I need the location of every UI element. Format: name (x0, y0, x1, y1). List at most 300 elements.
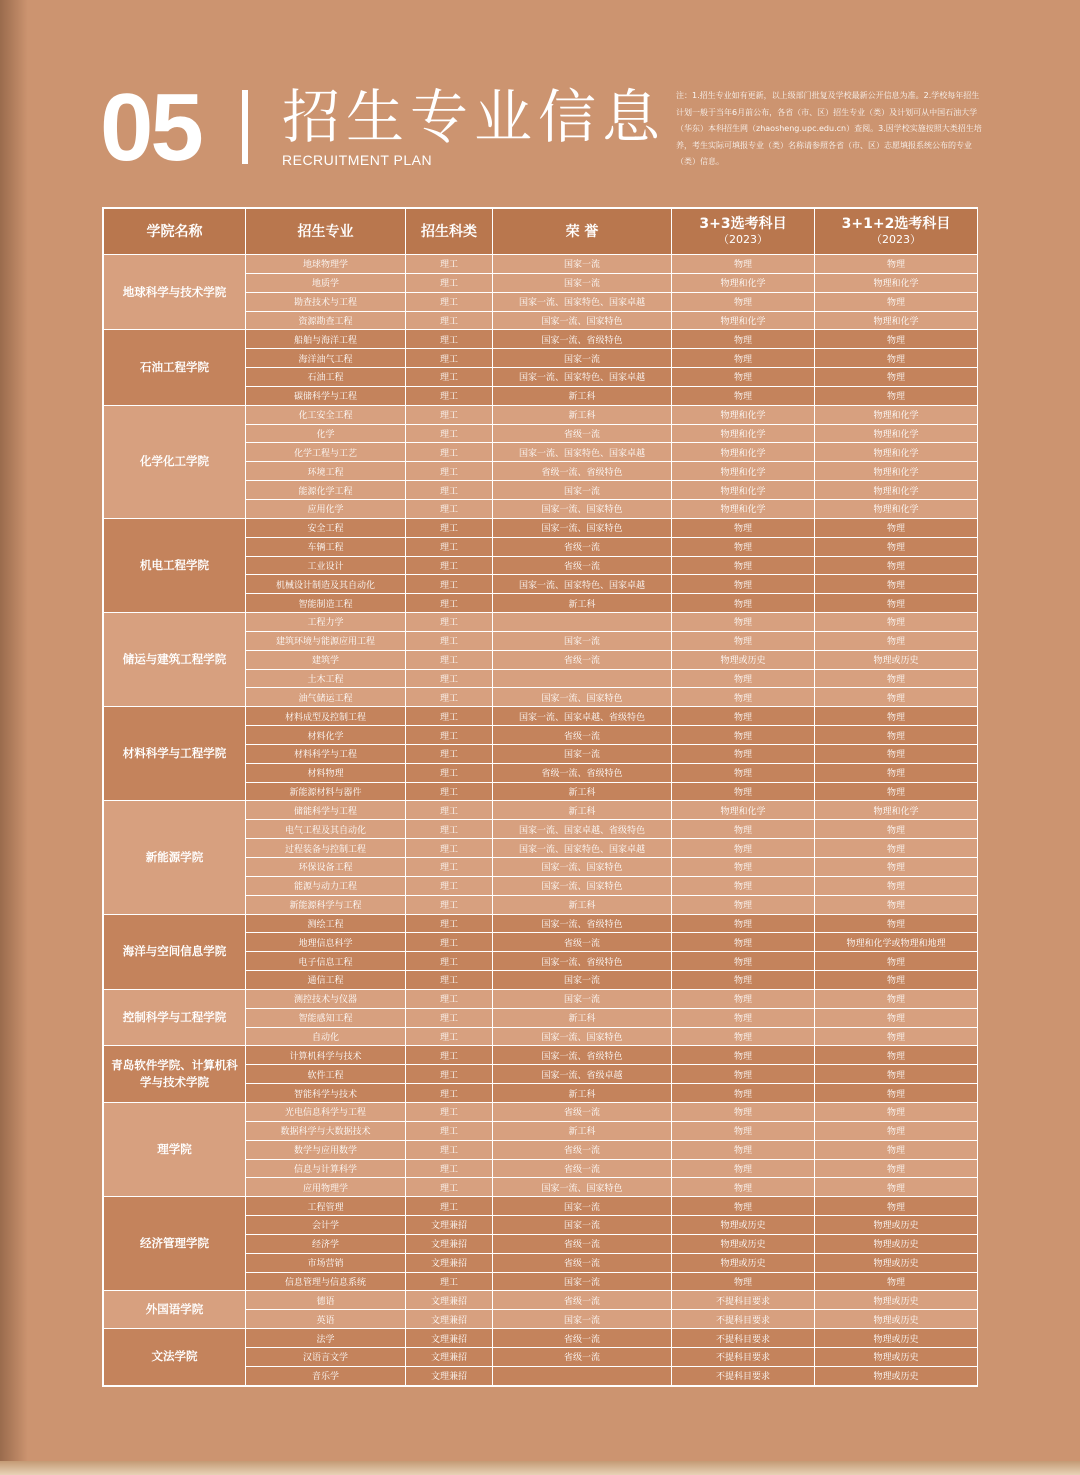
major-cell: 化工安全工程 (246, 405, 406, 424)
category-cell: 理工 (406, 933, 493, 952)
major-cell: 船舶与海洋工程 (246, 330, 406, 349)
major-cell: 地质学 (246, 273, 406, 292)
subjects-3-3-cell: 物理 (672, 537, 815, 556)
category-cell: 理工 (406, 330, 493, 349)
subjects-3-3-cell: 物理 (672, 1084, 815, 1103)
major-cell: 材料化学 (246, 726, 406, 745)
category-cell: 理工 (406, 801, 493, 820)
major-cell: 车辆工程 (246, 537, 406, 556)
honors-cell: 国家一流、省级特色 (493, 914, 672, 933)
subjects-3-3-cell: 物理 (672, 820, 815, 839)
category-cell: 文理兼招 (406, 1347, 493, 1366)
category-cell: 理工 (406, 858, 493, 877)
subjects-3-1-2-cell: 物理和化学 (815, 801, 978, 820)
category-cell: 理工 (406, 424, 493, 443)
subjects-3-3-cell: 物理 (672, 386, 815, 405)
header-honors: 荣 誉 (493, 209, 672, 255)
category-cell: 理工 (406, 763, 493, 782)
category-cell: 理工 (406, 1027, 493, 1046)
college-name-cell: 材料科学与工程学院 (104, 707, 246, 801)
honors-cell (493, 669, 672, 688)
subjects-3-1-2-cell: 物理或历史 (815, 1291, 978, 1310)
subjects-3-1-2-cell: 物理 (815, 1084, 978, 1103)
honors-cell: 国家一流 (493, 481, 672, 500)
major-cell: 化学 (246, 424, 406, 443)
table-row (104, 330, 978, 349)
major-cell: 环保设备工程 (246, 858, 406, 877)
honors-cell: 国家一流 (493, 1310, 672, 1329)
subjects-3-3-cell: 物理 (672, 1046, 815, 1065)
section-divider-bar (242, 90, 248, 164)
major-cell: 法学 (246, 1329, 406, 1348)
category-cell: 理工 (406, 971, 493, 990)
subjects-3-3-cell: 物理 (672, 368, 815, 387)
header-subjects-3-1-2-label: 3+1+2选考科目 (841, 215, 951, 232)
subjects-3-1-2-cell: 物理 (815, 575, 978, 594)
honors-cell: 国家一流、国家特色 (493, 858, 672, 877)
subjects-3-1-2-cell: 物理 (815, 989, 978, 1008)
subjects-3-3-cell: 物理 (672, 895, 815, 914)
college-name-cell: 青岛软件学院、计算机科学与技术学院 (104, 1046, 246, 1103)
category-cell: 理工 (406, 669, 493, 688)
page-spine-shadow (0, 0, 28, 1475)
header-category: 招生科类 (406, 209, 493, 255)
honors-cell (493, 613, 672, 632)
major-cell: 数据科学与大数据技术 (246, 1121, 406, 1140)
honors-cell: 国家一流、国家特色 (493, 1178, 672, 1197)
college-name-cell: 储运与建筑工程学院 (104, 613, 246, 707)
subjects-3-3-cell: 物理 (672, 518, 815, 537)
honors-cell: 国家一流 (493, 744, 672, 763)
honors-cell: 省级一流 (493, 650, 672, 669)
header-major: 招生专业 (246, 209, 406, 255)
major-cell: 会计学 (246, 1216, 406, 1235)
subjects-3-3-cell: 物理和化学 (672, 273, 815, 292)
category-cell: 理工 (406, 443, 493, 462)
honors-cell: 国家一流、国家特色、国家卓越 (493, 575, 672, 594)
category-cell: 理工 (406, 1121, 493, 1140)
subjects-3-1-2-cell: 物理 (815, 594, 978, 613)
subjects-3-1-2-cell: 物理 (815, 556, 978, 575)
honors-cell: 国家一流、国家特色、国家卓越 (493, 839, 672, 858)
subjects-3-3-cell: 物理 (672, 1121, 815, 1140)
table-header-row (104, 209, 978, 255)
major-cell: 碳储科学与工程 (246, 386, 406, 405)
honors-cell: 新工科 (493, 782, 672, 801)
subjects-3-1-2-cell: 物理 (815, 386, 978, 405)
honors-cell: 省级一流 (493, 1291, 672, 1310)
subjects-3-3-cell: 物理和化学 (672, 462, 815, 481)
honors-cell: 国家一流 (493, 349, 672, 368)
category-cell: 文理兼招 (406, 1366, 493, 1385)
major-cell: 材料成型及控制工程 (246, 707, 406, 726)
category-cell: 理工 (406, 744, 493, 763)
category-cell: 文理兼招 (406, 1291, 493, 1310)
subjects-3-1-2-cell: 物理和化学或物理和地理 (815, 933, 978, 952)
subjects-3-3-cell: 物理和化学 (672, 424, 815, 443)
college-group (104, 1046, 978, 1103)
category-cell: 理工 (406, 726, 493, 745)
major-cell: 电子信息工程 (246, 952, 406, 971)
subjects-3-3-cell: 物理 (672, 1102, 815, 1121)
table-row (104, 518, 978, 537)
subjects-3-3-cell: 物理 (672, 1008, 815, 1027)
major-cell: 材料科学与工程 (246, 744, 406, 763)
honors-cell: 新工科 (493, 386, 672, 405)
major-cell: 工业设计 (246, 556, 406, 575)
honors-cell: 省级一流 (493, 933, 672, 952)
subjects-3-3-cell: 物理 (672, 839, 815, 858)
honors-cell: 新工科 (493, 405, 672, 424)
major-cell: 过程装备与控制工程 (246, 839, 406, 858)
major-cell: 储能科学与工程 (246, 801, 406, 820)
major-cell: 能源与动力工程 (246, 876, 406, 895)
major-cell: 经济学 (246, 1234, 406, 1253)
major-cell: 音乐学 (246, 1366, 406, 1385)
subjects-3-3-cell: 物理 (672, 292, 815, 311)
college-group (104, 1329, 978, 1386)
subjects-3-3-cell: 物理 (672, 631, 815, 650)
category-cell: 理工 (406, 1102, 493, 1121)
subjects-3-3-cell: 物理 (672, 744, 815, 763)
category-cell: 理工 (406, 1046, 493, 1065)
subjects-3-1-2-cell: 物理 (815, 971, 978, 990)
major-cell: 汉语言文学 (246, 1347, 406, 1366)
subjects-3-1-2-cell: 物理或历史 (815, 1310, 978, 1329)
subjects-3-3-cell: 物理 (672, 763, 815, 782)
major-cell: 应用化学 (246, 499, 406, 518)
category-cell: 理工 (406, 405, 493, 424)
category-cell: 理工 (406, 481, 493, 500)
major-cell: 自动化 (246, 1027, 406, 1046)
subjects-3-3-cell: 物理 (672, 349, 815, 368)
honors-cell: 新工科 (493, 1008, 672, 1027)
college-name-cell: 经济管理学院 (104, 1197, 246, 1291)
honors-cell: 国家一流 (493, 1216, 672, 1235)
honors-cell: 国家一流、国家特色 (493, 311, 672, 330)
college-group (104, 989, 978, 1046)
major-cell: 能源化学工程 (246, 481, 406, 500)
category-cell: 理工 (406, 631, 493, 650)
honors-cell: 新工科 (493, 1084, 672, 1103)
honors-cell: 省级一流 (493, 1159, 672, 1178)
college-name-cell: 海洋与空间信息学院 (104, 914, 246, 989)
subjects-3-3-cell: 不提科目要求 (672, 1310, 815, 1329)
major-cell: 通信工程 (246, 971, 406, 990)
subjects-3-3-cell: 物理 (672, 726, 815, 745)
honors-cell: 新工科 (493, 1121, 672, 1140)
header-subjects-3-1-2 (815, 209, 978, 255)
major-cell: 资源勘查工程 (246, 311, 406, 330)
table-row (104, 1197, 978, 1216)
honors-cell: 新工科 (493, 895, 672, 914)
table-row (104, 914, 978, 933)
subjects-3-3-cell: 物理 (672, 858, 815, 877)
subjects-3-1-2-cell: 物理 (815, 537, 978, 556)
major-cell: 油气储运工程 (246, 688, 406, 707)
subjects-3-1-2-cell: 物理 (815, 1027, 978, 1046)
category-cell: 理工 (406, 820, 493, 839)
honors-cell: 国家一流、国家特色 (493, 518, 672, 537)
subjects-3-1-2-cell: 物理或历史 (815, 650, 978, 669)
major-cell: 工程力学 (246, 613, 406, 632)
college-name-cell: 理学院 (104, 1102, 246, 1196)
major-cell: 数学与应用数学 (246, 1140, 406, 1159)
subjects-3-3-cell: 物理 (672, 688, 815, 707)
subjects-3-3-cell: 物理或历史 (672, 1216, 815, 1235)
major-cell: 海洋油气工程 (246, 349, 406, 368)
major-cell: 智能感知工程 (246, 1008, 406, 1027)
major-cell: 智能科学与技术 (246, 1084, 406, 1103)
honors-cell: 国家一流、国家特色 (493, 1027, 672, 1046)
major-cell: 测控技术与仪器 (246, 989, 406, 1008)
honors-cell: 国家一流 (493, 989, 672, 1008)
subjects-3-1-2-cell: 物理 (815, 820, 978, 839)
category-cell: 文理兼招 (406, 1310, 493, 1329)
subjects-3-1-2-cell: 物理 (815, 518, 978, 537)
subjects-3-1-2-cell: 物理和化学 (815, 424, 978, 443)
major-cell: 德语 (246, 1291, 406, 1310)
header-subjects-3-3-label: 3+3选考科目 (699, 215, 787, 232)
honors-cell: 省级一流 (493, 726, 672, 745)
honors-cell: 省级一流 (493, 1234, 672, 1253)
major-cell: 土木工程 (246, 669, 406, 688)
subjects-3-3-cell: 物理 (672, 1027, 815, 1046)
header-year: （2023） (718, 232, 768, 246)
table-row (104, 989, 978, 1008)
subjects-3-1-2-cell: 物理 (815, 688, 978, 707)
major-cell: 智能制造工程 (246, 594, 406, 613)
subjects-3-1-2-cell: 物理 (815, 1008, 978, 1027)
subjects-3-1-2-cell: 物理 (815, 726, 978, 745)
college-group (104, 518, 978, 612)
major-cell: 英语 (246, 1310, 406, 1329)
subjects-3-3-cell: 物理和化学 (672, 311, 815, 330)
subjects-3-1-2-cell: 物理或历史 (815, 1347, 978, 1366)
subjects-3-3-cell: 物理 (672, 255, 815, 274)
subjects-3-1-2-cell: 物理或历史 (815, 1253, 978, 1272)
subjects-3-1-2-cell: 物理 (815, 1065, 978, 1084)
subjects-3-3-cell: 物理或历史 (672, 1234, 815, 1253)
subjects-3-1-2-cell: 物理或历史 (815, 1329, 978, 1348)
subjects-3-1-2-cell: 物理 (815, 1159, 978, 1178)
honors-cell: 国家一流 (493, 1272, 672, 1291)
subjects-3-3-cell: 物理 (672, 971, 815, 990)
honors-cell: 国家一流、国家特色、国家卓越 (493, 443, 672, 462)
major-cell: 材料物理 (246, 763, 406, 782)
college-group (104, 914, 978, 989)
major-cell: 应用物理学 (246, 1178, 406, 1197)
category-cell: 文理兼招 (406, 1234, 493, 1253)
honors-cell: 省级一流 (493, 1253, 672, 1272)
subjects-3-1-2-cell: 物理和化学 (815, 405, 978, 424)
subjects-3-1-2-cell: 物理和化学 (815, 499, 978, 518)
table-row (104, 801, 978, 820)
category-cell: 理工 (406, 876, 493, 895)
major-cell: 计算机科学与技术 (246, 1046, 406, 1065)
category-cell: 理工 (406, 1140, 493, 1159)
subjects-3-3-cell: 物理 (672, 952, 815, 971)
major-cell: 市场营销 (246, 1253, 406, 1272)
category-cell: 理工 (406, 952, 493, 971)
college-name-cell: 石油工程学院 (104, 330, 246, 405)
college-group (104, 255, 978, 330)
honors-cell: 国家一流 (493, 1197, 672, 1216)
category-cell: 文理兼招 (406, 1253, 493, 1272)
category-cell: 理工 (406, 537, 493, 556)
subjects-3-1-2-cell: 物理或历史 (815, 1234, 978, 1253)
college-name-cell: 控制科学与工程学院 (104, 989, 246, 1046)
honors-cell: 国家一流、国家卓越、省级特色 (493, 820, 672, 839)
college-group (104, 330, 978, 405)
honors-cell: 省级一流 (493, 1329, 672, 1348)
major-cell: 光电信息科学与工程 (246, 1102, 406, 1121)
subjects-3-3-cell: 物理 (672, 933, 815, 952)
subjects-3-1-2-cell: 物理 (815, 744, 978, 763)
category-cell: 理工 (406, 292, 493, 311)
subjects-3-3-cell: 物理 (672, 330, 815, 349)
major-cell: 建筑环境与能源应用工程 (246, 631, 406, 650)
honors-cell: 省级一流 (493, 424, 672, 443)
category-cell: 理工 (406, 1008, 493, 1027)
major-cell: 测绘工程 (246, 914, 406, 933)
subjects-3-1-2-cell: 物理 (815, 1046, 978, 1065)
major-cell: 地球物理学 (246, 255, 406, 274)
subjects-3-1-2-cell: 物理 (815, 330, 978, 349)
major-cell: 环境工程 (246, 462, 406, 481)
honors-cell: 国家一流、国家特色、国家卓越 (493, 368, 672, 387)
category-cell: 理工 (406, 1159, 493, 1178)
subjects-3-1-2-cell: 物理 (815, 763, 978, 782)
subjects-3-3-cell: 物理 (672, 669, 815, 688)
subjects-3-1-2-cell: 物理 (815, 782, 978, 801)
subjects-3-1-2-cell: 物理 (815, 1178, 978, 1197)
honors-cell: 国家一流、国家特色 (493, 499, 672, 518)
subjects-3-1-2-cell: 物理 (815, 914, 978, 933)
subjects-3-1-2-cell: 物理 (815, 613, 978, 632)
college-group (104, 1291, 978, 1329)
category-cell: 理工 (406, 311, 493, 330)
table-row (104, 1102, 978, 1121)
subjects-3-1-2-cell: 物理和化学 (815, 311, 978, 330)
major-cell: 信息管理与信息系统 (246, 1272, 406, 1291)
category-cell: 理工 (406, 255, 493, 274)
subjects-3-1-2-cell: 物理 (815, 631, 978, 650)
category-cell: 理工 (406, 650, 493, 669)
college-name-cell: 化学化工学院 (104, 405, 246, 518)
subjects-3-1-2-cell: 物理和化学 (815, 481, 978, 500)
category-cell: 理工 (406, 368, 493, 387)
header-college: 学院名称 (104, 209, 246, 255)
honors-cell: 新工科 (493, 801, 672, 820)
honors-cell: 省级一流 (493, 556, 672, 575)
category-cell: 理工 (406, 1178, 493, 1197)
subjects-3-3-cell: 物理 (672, 556, 815, 575)
college-group (104, 801, 978, 914)
subjects-3-1-2-cell: 物理 (815, 876, 978, 895)
honors-cell: 新工科 (493, 594, 672, 613)
subjects-3-3-cell: 物理 (672, 707, 815, 726)
subjects-3-3-cell: 物理或历史 (672, 1253, 815, 1272)
category-cell: 理工 (406, 1065, 493, 1084)
honors-cell (493, 1366, 672, 1385)
honors-cell: 省级一流 (493, 1102, 672, 1121)
category-cell: 理工 (406, 518, 493, 537)
table-row (104, 405, 978, 424)
subjects-3-1-2-cell: 物理 (815, 669, 978, 688)
subjects-3-3-cell: 物理 (672, 914, 815, 933)
subjects-3-1-2-cell: 物理或历史 (815, 1366, 978, 1385)
category-cell: 理工 (406, 688, 493, 707)
subjects-3-3-cell: 不提科目要求 (672, 1291, 815, 1310)
major-cell: 电气工程及其自动化 (246, 820, 406, 839)
section-subtitle: RECRUITMENT PLAN (282, 152, 433, 168)
subjects-3-1-2-cell: 物理 (815, 255, 978, 274)
subjects-3-3-cell: 物理 (672, 782, 815, 801)
subjects-3-3-cell: 物理 (672, 594, 815, 613)
major-cell: 石油工程 (246, 368, 406, 387)
college-group (104, 1197, 978, 1291)
honors-cell: 国家一流 (493, 273, 672, 292)
college-name-cell: 机电工程学院 (104, 518, 246, 612)
major-cell: 新能源材料与器件 (246, 782, 406, 801)
honors-cell: 省级一流 (493, 1347, 672, 1366)
subjects-3-1-2-cell: 物理 (815, 292, 978, 311)
subjects-3-1-2-cell: 物理 (815, 707, 978, 726)
page-bottom-edge (0, 1461, 1080, 1475)
table-row (104, 255, 978, 274)
honors-cell: 省级一流、省级特色 (493, 763, 672, 782)
subjects-3-3-cell: 物理 (672, 1197, 815, 1216)
category-cell: 文理兼招 (406, 1329, 493, 1348)
category-cell: 理工 (406, 594, 493, 613)
category-cell: 理工 (406, 613, 493, 632)
subjects-3-3-cell: 物理 (672, 1178, 815, 1197)
subjects-3-3-cell: 不提科目要求 (672, 1329, 815, 1348)
category-cell: 理工 (406, 914, 493, 933)
category-cell: 理工 (406, 1084, 493, 1103)
subjects-3-1-2-cell: 物理 (815, 839, 978, 858)
honors-cell: 国家一流、国家卓越、省级特色 (493, 707, 672, 726)
subjects-3-3-cell: 物理 (672, 876, 815, 895)
college-name-cell: 新能源学院 (104, 801, 246, 914)
subjects-3-1-2-cell: 物理 (815, 858, 978, 877)
header-year: （2023） (871, 232, 921, 246)
subjects-3-3-cell: 物理 (672, 1140, 815, 1159)
college-name-cell: 地球科学与技术学院 (104, 255, 246, 330)
college-name-cell: 外国语学院 (104, 1291, 246, 1329)
category-cell: 理工 (406, 462, 493, 481)
subjects-3-1-2-cell: 物理 (815, 1140, 978, 1159)
college-group (104, 707, 978, 801)
subjects-3-1-2-cell: 物理 (815, 349, 978, 368)
section-number: 05 (100, 74, 201, 181)
category-cell: 理工 (406, 575, 493, 594)
subjects-3-3-cell: 物理和化学 (672, 405, 815, 424)
honors-cell: 国家一流、国家特色 (493, 688, 672, 707)
table-row (104, 613, 978, 632)
subjects-3-1-2-cell: 物理 (815, 368, 978, 387)
category-cell: 理工 (406, 989, 493, 1008)
subjects-3-1-2-cell: 物理和化学 (815, 273, 978, 292)
recruitment-table-grid (103, 208, 978, 1386)
category-cell: 文理兼招 (406, 1216, 493, 1235)
honors-cell: 省级一流、省级特色 (493, 462, 672, 481)
major-cell: 建筑学 (246, 650, 406, 669)
subjects-3-1-2-cell: 物理 (815, 1102, 978, 1121)
major-cell: 机械设计制造及其自动化 (246, 575, 406, 594)
category-cell: 理工 (406, 499, 493, 518)
